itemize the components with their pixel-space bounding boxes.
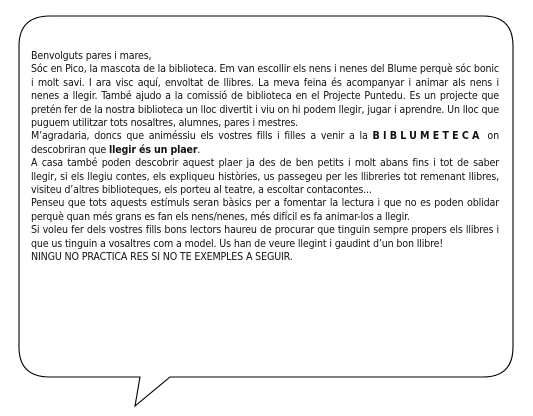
invitation-text-mid: on descobriran que — [31, 130, 499, 156]
closing-line: NINGU NO PRACTICA RES SI NO TE EXEMPLES A SEGUIR. — [31, 251, 293, 264]
paragraph-stimuli: Penseu que tots aquests estímuls seran bàsics per a fomentar la lectura i que no es poden oblidar perquè quan més grans es fan els nens/nenes, més difícil es fa animar-los a llegir. — [31, 197, 499, 223]
invitation-text: M’agradaria, doncs que animéssiu els vostres fills i filles a venir a la — [31, 130, 373, 143]
paragraph-intro: Sóc en Pico, la mascota de la biblioteca. Em van escollir els nens i nenes del Blume perquè sóc bonic i molt savi. I ara visc aquí, envoltat de llibres. La meva feina és acompanyar i animar als nens i nenes a llegir. També ajudo a la comissió de biblioteca en el Projecte Puntedu. Es un projecte que pretén fer de la nostra biblioteca un lloc divertit i viu on hi podem llegir, jugar i aprendre. Un lloc que puguem utilitzar tots nosaltres, alumnes, pares i mestres. — [31, 63, 499, 130]
letter-text — [31, 50, 499, 265]
paragraph-home: A casa també poden descobrir aquest plaer ja des de ben petits i molt abans fins i tot de saber llegir, si els llegiu contes, els expliqueu històries, us passegeu per les llibreries tot remenant llibres, visiteu d’altres biblioteques, els porteu al teatre, a escoltar contacontes... — [31, 157, 499, 197]
paragraph-role-model: Si voleu fer dels vostres fills bons lectors haureu de procurar que tinguin sempre propers els llibres i que us tinguin a vosaltres com a model. Us han de veure llegint i gaudint d’un bon llibre! — [31, 224, 499, 250]
paragraph-invitation — [31, 130, 499, 157]
greeting: Benvolguts pares i mares, — [31, 50, 152, 62]
library-name: BIBLUMETECA — [372, 130, 483, 143]
reading-pleasure: llegir és un plaer — [108, 143, 198, 156]
invitation-text-end: . — [197, 143, 201, 156]
